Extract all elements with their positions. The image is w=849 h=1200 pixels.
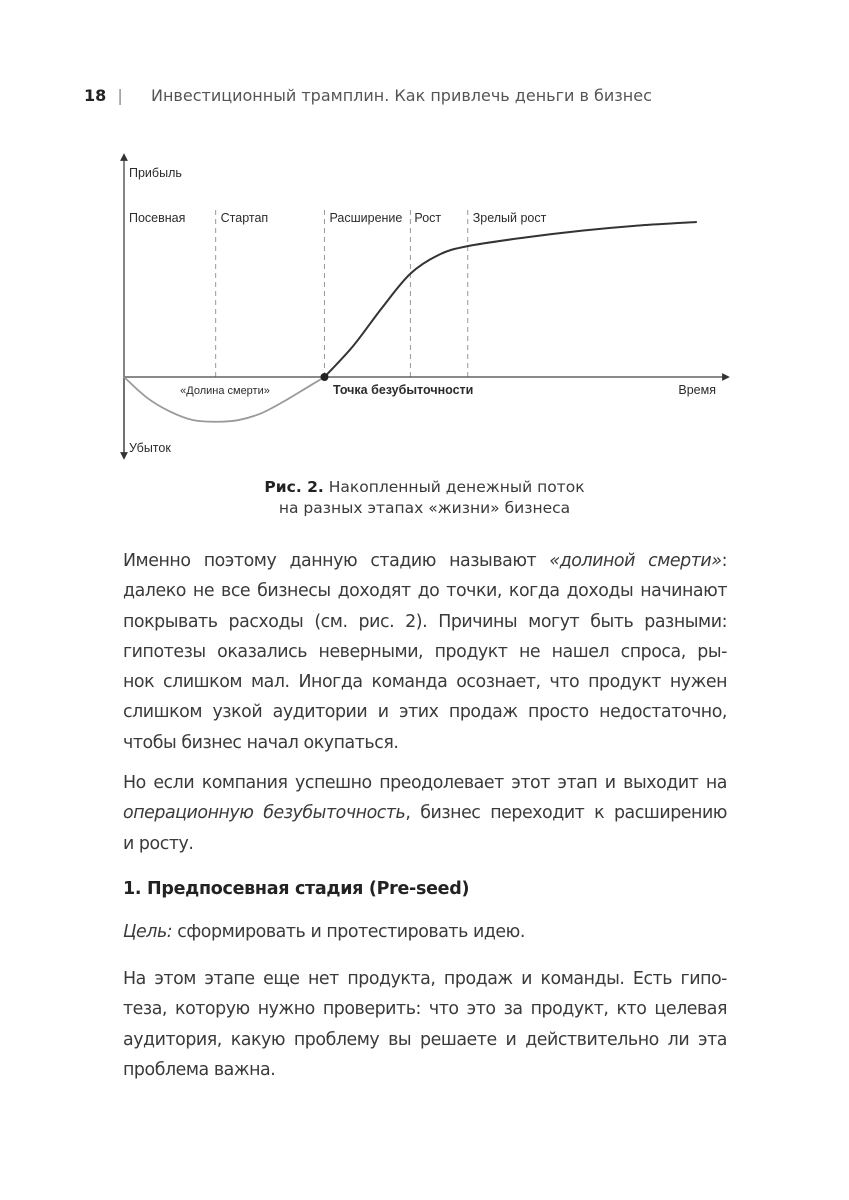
cash-flow-chart	[0, 0, 849, 470]
header-separator: |	[117, 86, 123, 105]
stage-label: Стартап	[220, 211, 269, 225]
valley-annotation: «Долина смерти»	[180, 385, 270, 397]
loss-curve	[124, 377, 324, 422]
book-title: Инвестиционный трамплин. Как привлечь деньги в бизнес	[151, 86, 652, 105]
emphasis-text: «долиной смерти»	[549, 551, 722, 571]
profit-curve	[324, 222, 696, 377]
section-heading: 1. Предпосевная стадия (Pre-seed)	[123, 879, 470, 899]
stage-label: Рост	[414, 211, 442, 225]
goal-text: сформировать и протестировать идею.	[172, 922, 525, 942]
text: Именно поэтому данную стадию называют	[123, 551, 550, 571]
y-axis-label-loss: Убыток	[129, 441, 171, 455]
paragraph-2	[123, 768, 727, 859]
text-line: Но если компания успешно преодолевает этот этап и выходит на	[123, 773, 727, 793]
text-line: аудитория, какую проблему вы решаете и действительно ли эта	[123, 1029, 727, 1050]
text-line: и росту.	[123, 833, 194, 854]
breakeven-point	[320, 373, 328, 381]
text-line: гипотезы оказались неверными, продукт не нашел спроса, ры-	[123, 641, 727, 662]
figure-caption	[0, 477, 849, 519]
caption-text-2: на разных этапах «жизни» бизнеса	[278, 499, 571, 517]
paragraph-goal	[123, 917, 727, 947]
text-line: далеко не все бизнесы доходят до точки, когда доходы начинают	[123, 581, 727, 602]
text-line: покрывать расходы (см. рис. 2). Причины могут быть разными:	[123, 611, 727, 632]
text: :	[721, 551, 727, 571]
text-line: На этом этапе еще нет продукта, продаж и команды. Есть гипо-	[123, 969, 727, 989]
text-line: теза, которую нужно проверить: что это за продукт, кто целевая	[123, 999, 727, 1020]
stage-boundaries	[216, 210, 468, 377]
emphasis-text: операционную безубыточность	[123, 803, 406, 824]
text-line: слишком узкой аудитории и этих продаж просто недостаточно,	[123, 702, 727, 723]
goal-label: Цель:	[123, 922, 173, 942]
text: , бизнес переходит к расширению	[405, 803, 727, 824]
text-line: нок слишком мал. Иногда команда осознает, что продукт нужен	[123, 672, 727, 693]
page-number: 18	[84, 86, 107, 105]
stage-label: Расширение	[329, 211, 403, 225]
x-axis-label: Время	[678, 383, 716, 397]
breakeven-annotation: Точка безубыточности	[333, 383, 474, 397]
caption-text-1: Накопленный денежный поток	[323, 478, 585, 496]
paragraph-1	[123, 546, 727, 758]
stage-label: Посевная	[129, 211, 186, 225]
text-line: проблема важна.	[123, 1059, 276, 1080]
paragraph-3	[123, 964, 727, 1085]
stage-label: Зрелый рост	[472, 211, 547, 225]
y-axis-label-profit: Прибыль	[129, 166, 182, 180]
figure-number: Рис. 2.	[264, 478, 324, 496]
text-line: чтобы бизнес начал окупаться.	[123, 732, 399, 753]
